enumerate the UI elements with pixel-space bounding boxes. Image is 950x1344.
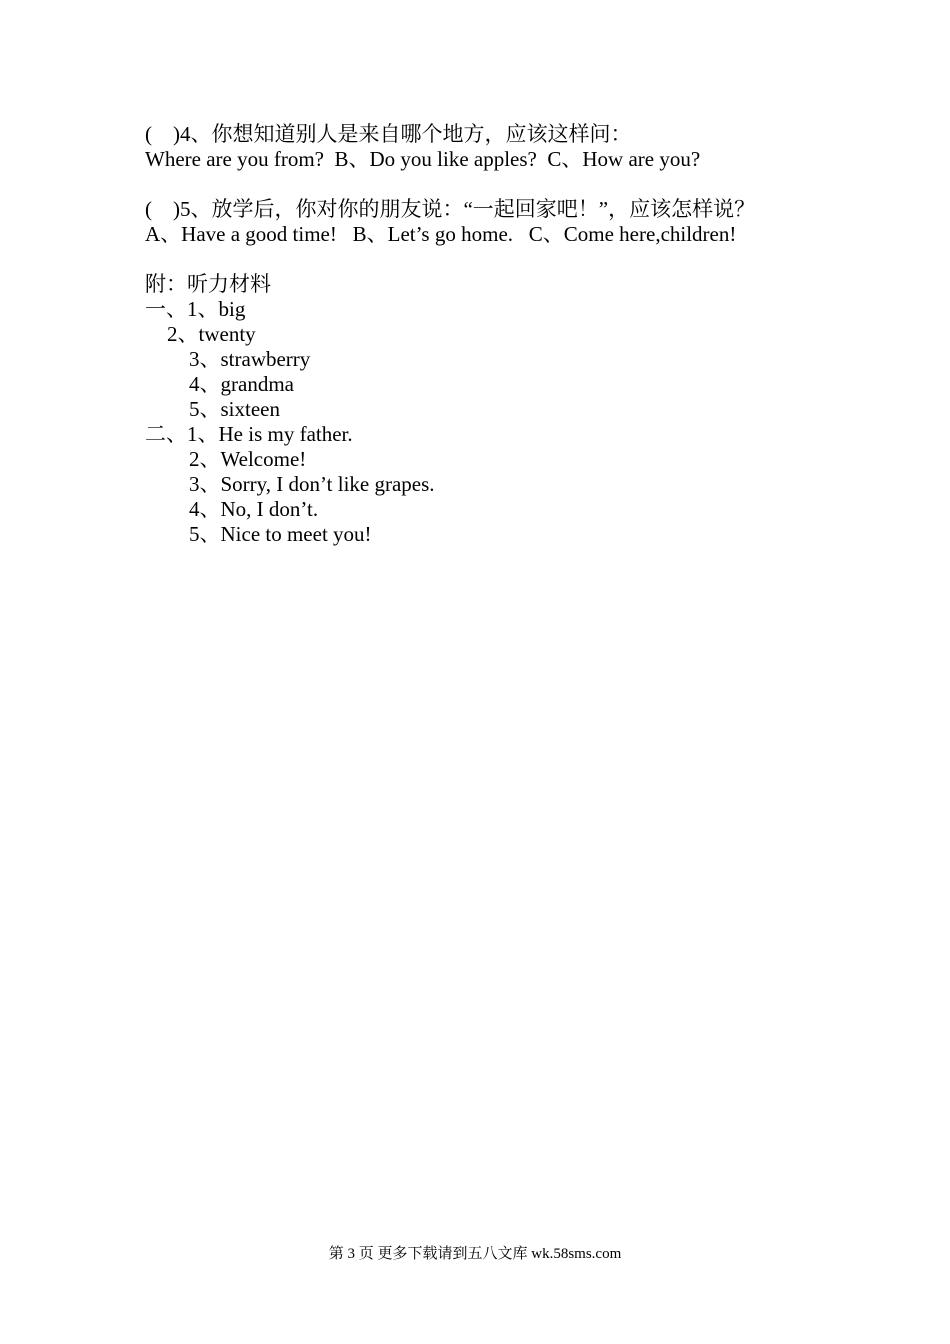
document-body (145, 122, 845, 547)
page-footer: 第 3 页 更多下载请到五八文库 wk.58sms.com (328, 1246, 622, 1262)
listening-part2-item: 二、1、He is my father. (145, 422, 353, 446)
appendix-title: 附：听力材料 (145, 272, 271, 296)
question-5-options: A、Have a good time! B、Let’s go home. C、Come here,children! (145, 222, 737, 246)
question-5-prompt: ( )5、放学后，你对你的朋友说：“一起回家吧！”，应该怎样说？ (145, 197, 756, 221)
listening-part1-item: 4、grandma (189, 372, 294, 396)
listening-part1-item: 5、sixteen (189, 397, 280, 421)
spacer (145, 247, 845, 272)
question-4-options: Where are you from? B、Do you like apples? C、How are you? (145, 147, 701, 171)
listening-part1-item: 3、strawberry (189, 347, 311, 371)
listening-part1-item: 一、1、big (145, 297, 246, 321)
listening-part2-item: 2、Welcome! (189, 447, 307, 471)
listening-part1-item: 2、twenty (167, 322, 256, 346)
question-4-prompt: ( )4、你想知道别人是来自哪个地方，应该这样问： (145, 122, 632, 146)
listening-part2-item: 3、Sorry, I don’t like grapes. (189, 472, 435, 496)
listening-part2-item: 5、Nice to meet you! (189, 522, 372, 546)
listening-part2-item: 4、No, I don’t. (189, 497, 319, 521)
spacer (145, 172, 845, 197)
